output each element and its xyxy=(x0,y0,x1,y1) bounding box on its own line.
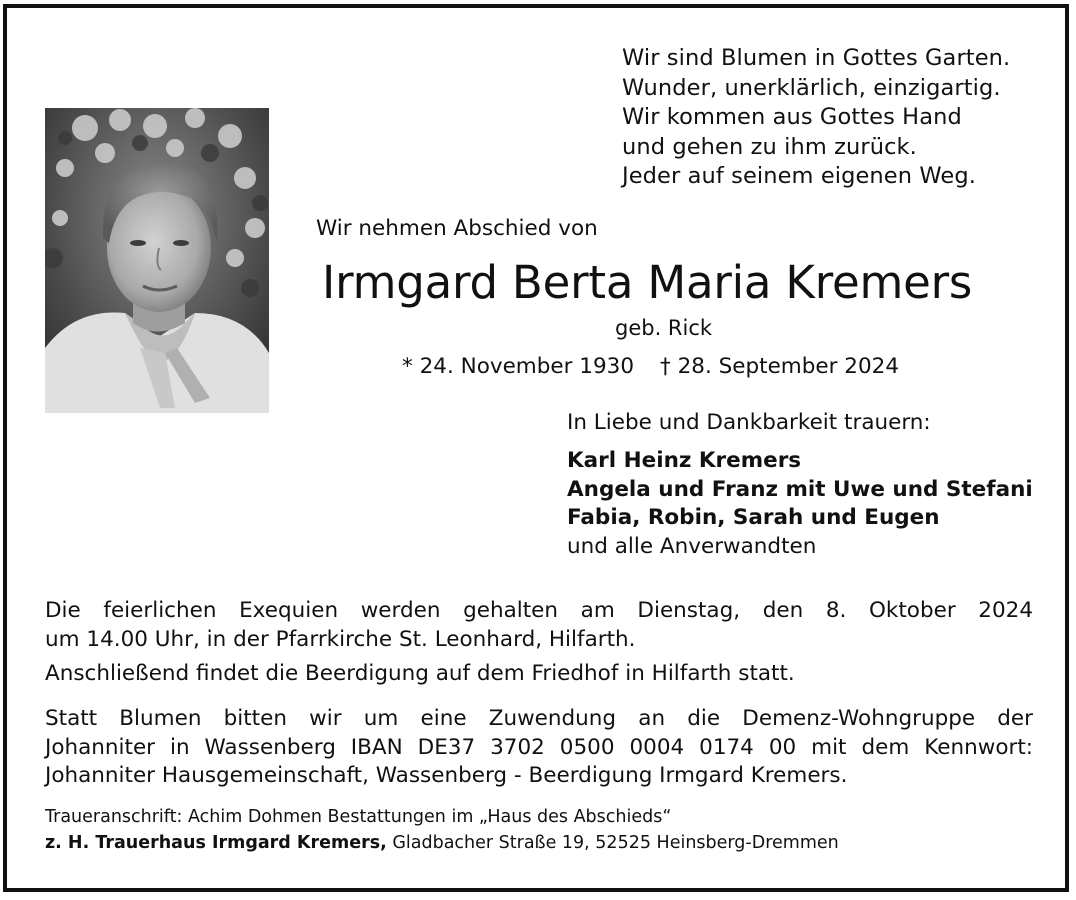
mourners-intro: In Liebe und Dankbarkeit trauern: xyxy=(567,410,931,435)
donation-line: Johanniter in Wassenberg IBAN DE37 3702 0500 0004 0174 00 mit dem Kennwort: xyxy=(45,734,1033,760)
funeral-line: Die feierlichen Exequien werden gehalten am Dienstag, den 8. Oktober 2024 xyxy=(45,598,1033,623)
mourners-list xyxy=(567,447,1033,561)
death-date: † 28. September 2024 xyxy=(660,354,900,379)
funeral-line: um 14.00 Uhr, in der Pfarrkirche St. Leonhard, Hilfarth. xyxy=(45,626,636,652)
address-recipient: z. H. Trauerhaus Irmgard Kremers, xyxy=(45,833,387,853)
address-street: Gladbacher Straße 19, 52525 Heinsberg-Dremmen xyxy=(386,833,839,853)
poem-line: Wunder, unerklärlich, einzigartig. xyxy=(622,74,1001,101)
mourner-name: Fabia, Robin, Sarah und Eugen xyxy=(567,505,940,530)
life-dates xyxy=(402,354,899,379)
mourner-name: Angela und Franz mit Uwe und Stefani xyxy=(567,476,1033,502)
poem-line: und gehen zu ihm zurück. xyxy=(622,133,917,160)
address-line: Traueranschrift: Achim Dohmen Bestattungen im „Haus des Abschieds“ xyxy=(45,807,672,827)
burial-info xyxy=(45,660,1033,689)
mourners-closing: und alle Anverwandten xyxy=(567,533,817,559)
donation-info xyxy=(45,705,1033,791)
donation-line: Johanniter Hausgemeinschaft, Wassenberg - Beerdigung Irmgard Kremers. xyxy=(45,763,848,788)
donation-line: Statt Blumen bitten wir um eine Zuwendung an die Demenz-Wohngruppe der xyxy=(45,706,1033,731)
poem-line: Jeder auf seinem eigenen Weg. xyxy=(622,163,976,189)
poem-line: Wir kommen aus Gottes Hand xyxy=(622,104,962,130)
mourning-address xyxy=(45,804,839,856)
birth-date: * 24. November 1930 xyxy=(402,354,635,379)
poem-line: Wir sind Blumen in Gottes Garten. xyxy=(622,45,1011,71)
mourner-name: Karl Heinz Kremers xyxy=(567,448,802,473)
deceased-name: Irmgard Berta Maria Kremers xyxy=(322,256,973,309)
address-line xyxy=(45,830,839,856)
poem xyxy=(622,44,1010,192)
burial-line: Anschließend findet die Beerdigung auf dem Friedhof in Hilfarth statt. xyxy=(45,661,795,686)
portrait-photo xyxy=(45,108,269,413)
funeral-info xyxy=(45,597,1033,654)
birth-name: geb. Rick xyxy=(615,316,713,340)
farewell-intro: Wir nehmen Abschied von xyxy=(316,216,598,241)
